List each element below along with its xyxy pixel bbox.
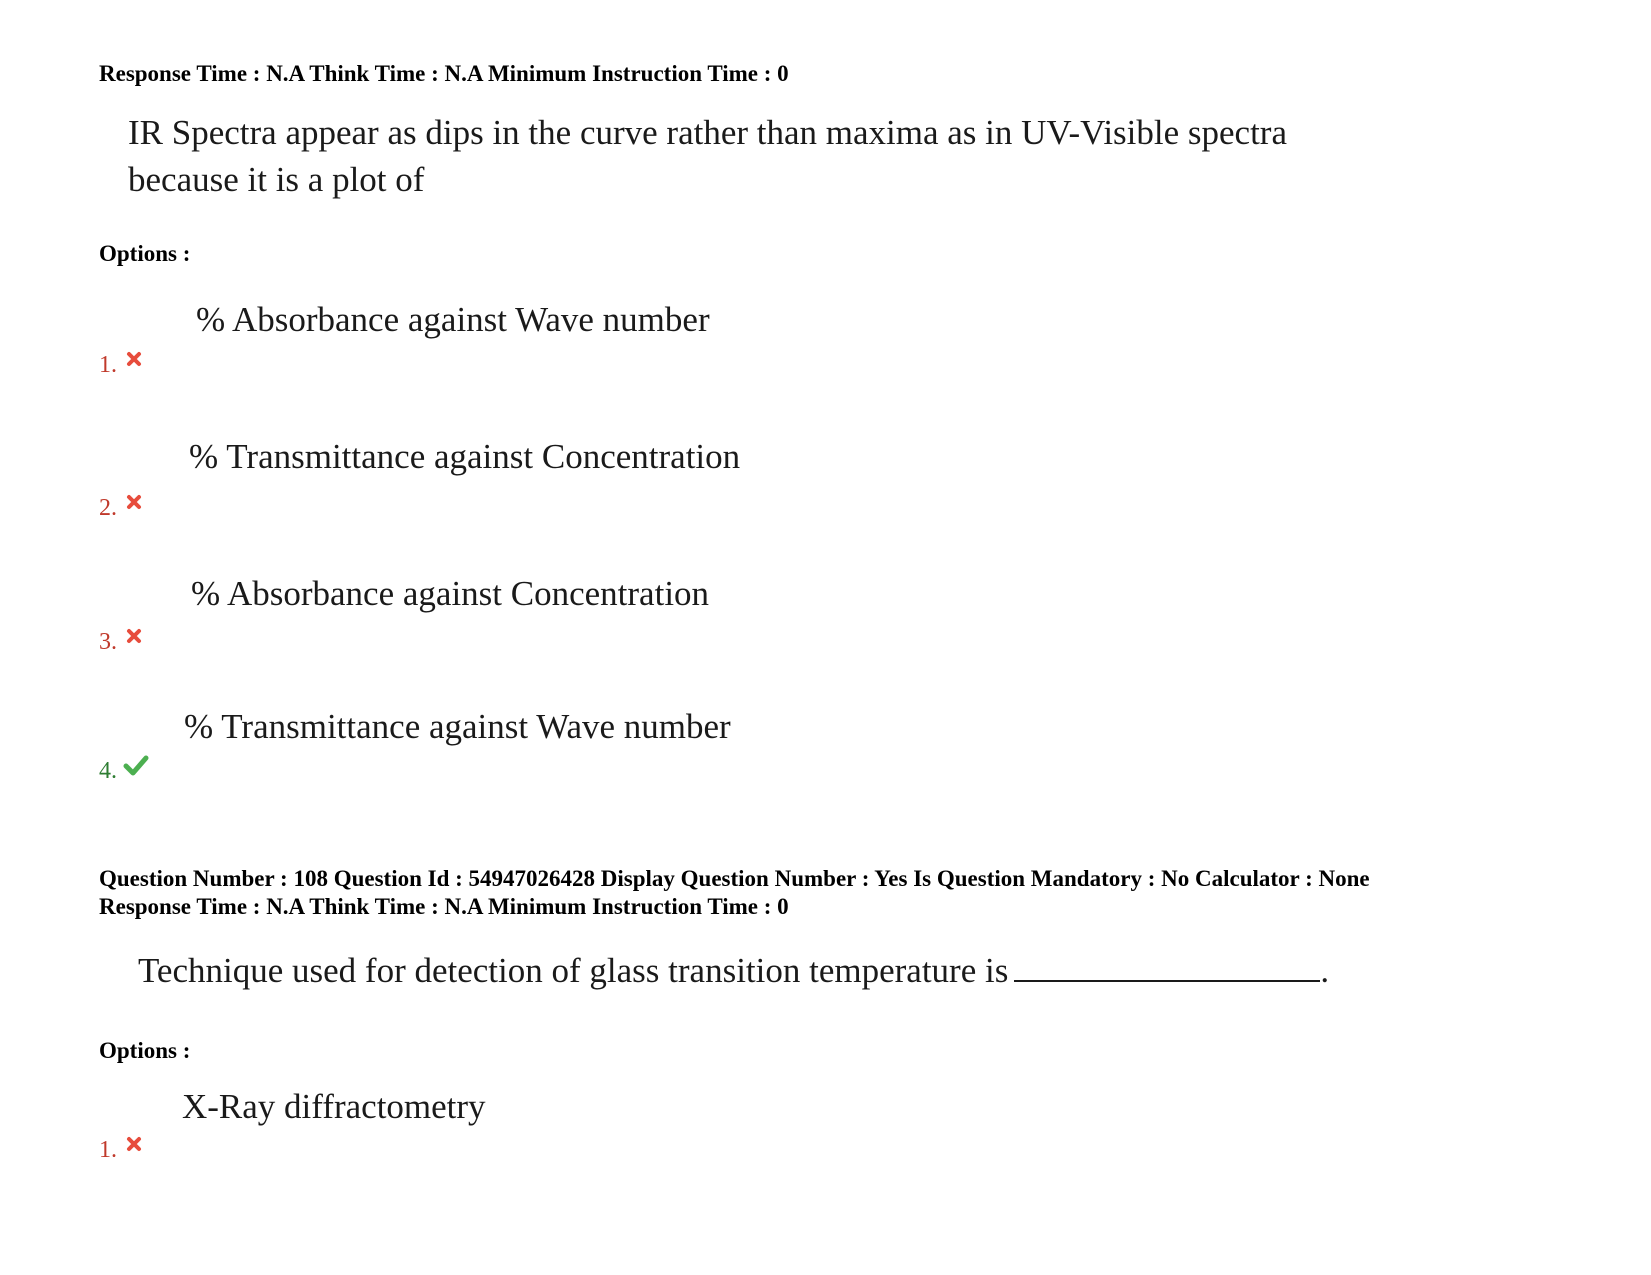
checkmark-icon [123, 754, 149, 781]
q1-option-4-number: 4. [99, 758, 117, 784]
q1-question-line-1: IR Spectra appear as dips in the curve rather than maxima as in UV-Visible spectra [128, 113, 1287, 152]
cross-icon [126, 351, 142, 372]
q2-question-text: Technique used for detection of glass transition temperature is [138, 951, 1009, 990]
q1-options-label: Options : [99, 241, 191, 266]
q1-option-1-text: % Absorbance against Wave number [196, 300, 710, 339]
q1-question-line-2: because it is a plot of [128, 160, 425, 199]
cross-icon [126, 494, 142, 515]
cross-icon [126, 628, 142, 649]
q2-options-label: Options : [99, 1038, 191, 1063]
q1-option-4-text: % Transmittance against Wave number [184, 707, 731, 746]
q1-response-time-line: Response Time : N.A Think Time : N.A Minimum Instruction Time : 0 [99, 61, 789, 86]
q2-option-1-number: 1. [99, 1137, 117, 1163]
q1-option-3-number: 3. [99, 629, 117, 655]
q2-question-info-line: Question Number : 108 Question Id : 54947026428 Display Question Number : Yes Is Question Mandatory : No Calculator : None [99, 866, 1370, 891]
q1-option-2-text: % Transmittance against Concentration [189, 437, 741, 476]
cross-icon [126, 1136, 142, 1157]
q1-option-2-number: 2. [99, 495, 117, 521]
q2-response-time-line: Response Time : N.A Think Time : N.A Minimum Instruction Time : 0 [99, 894, 789, 919]
q1-option-1-number: 1. [99, 352, 117, 378]
q2-option-1-text: X-Ray diffractometry [182, 1087, 486, 1126]
q1-option-3-text: % Absorbance against Concentration [191, 574, 710, 613]
q2-question-text-row [138, 947, 1329, 994]
answer-blank [1014, 950, 1320, 982]
q2-question-end: . [1320, 951, 1330, 990]
